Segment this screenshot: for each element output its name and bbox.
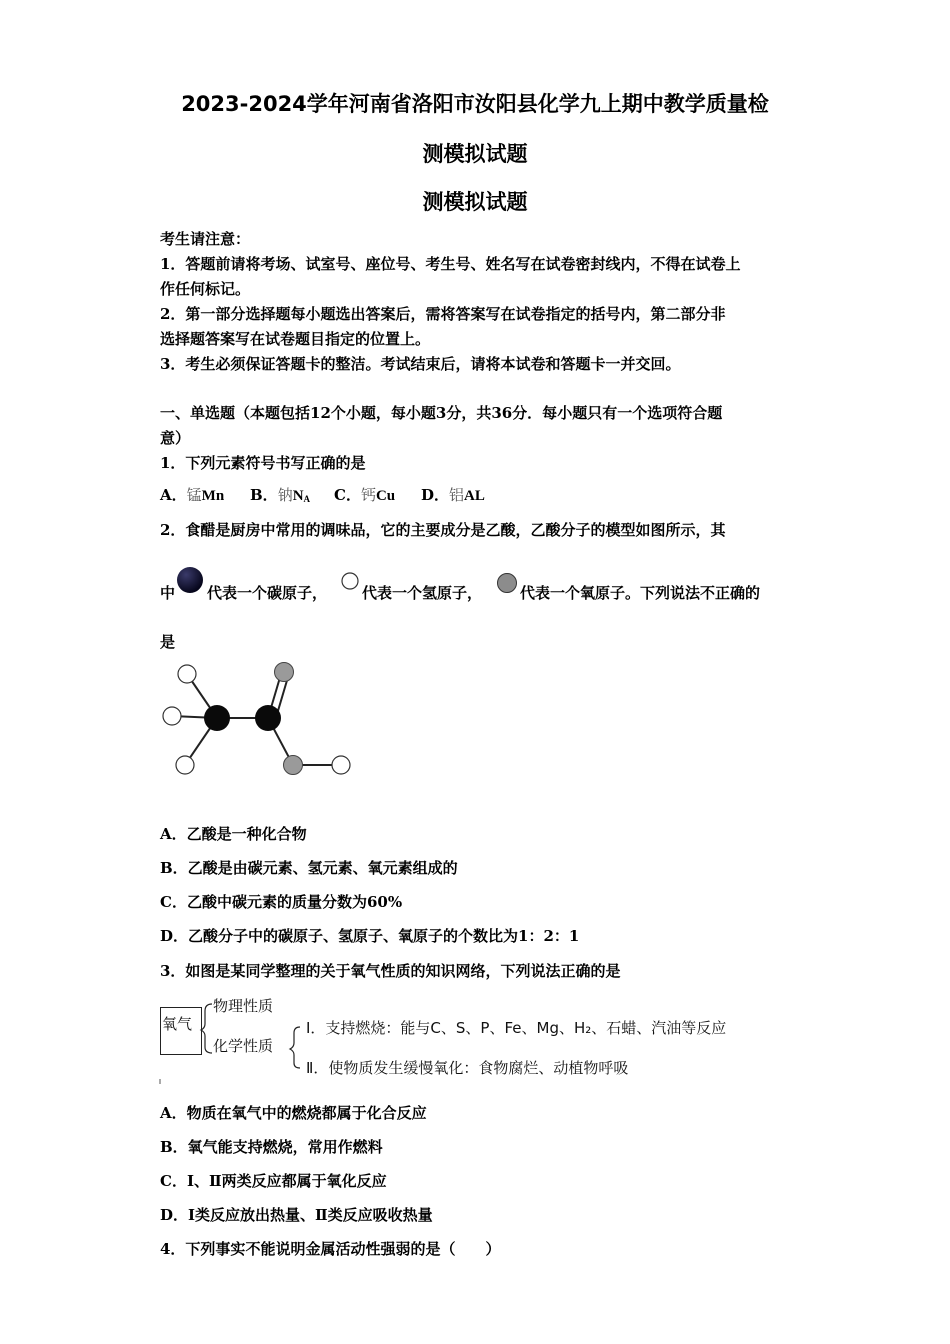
q2-stem: 2．食醋是厨房中常用的调味品，它的主要成分是乙酸，乙酸分子的模型如图所示，其 [160,521,726,539]
notice-line: 3．考生必须保证答题卡的整洁。考试结束后，请将本试卷和答题卡一并交回。 [160,355,681,373]
hydrogen-atom [332,756,350,774]
q3-option-d: D．Ⅰ类反应放出热量、Ⅱ类反应吸收热量 [160,1206,433,1224]
q2-legend-oxygen: 代表一个氧原子。下列说法不正确的 [520,584,761,602]
notice-line: 选择题答案写在试卷题目指定的位置上。 [160,330,431,348]
section-heading-cont: 意） [160,429,191,447]
q1-stem: 1．下列元素符号书写正确的是 [160,454,366,472]
physical-property-label: 物理性质 [213,997,274,1015]
q2-legend-carbon: 代表一个碳原子， [207,584,328,602]
q1-option-b: B．钠$N_A$ [250,486,311,504]
hydrogen-atom [176,756,194,774]
carbon-atom-icon [175,565,205,595]
q3-option-c: C．Ⅰ、Ⅱ两类反应都属于氧化反应 [160,1172,387,1190]
q2-legend-prefix: 中 [160,584,176,602]
hydrogen-atom [163,707,181,725]
carbon-atom [204,705,230,731]
branch-slow-oxidation: Ⅱ．使物质发生缓慢氧化：食物腐烂、动植物呼吸 [306,1059,629,1077]
doc-title-line3: 测模拟试题 [422,190,528,214]
q2-stem-end: 是 [160,633,176,651]
carbon-atom [255,705,281,731]
acetic-acid-molecule-diagram [155,655,365,785]
q1-option-d: D．铝AL [421,486,485,504]
q2-option-b: B．乙酸是由碳元素、氢元素、氧元素组成的 [160,859,458,877]
q1-option-c: C．钙Cu [334,486,396,504]
oxygen-atom-icon [496,572,518,594]
doc-title-line1: 2023-2024学年河南省洛阳市汝阳县化学九上期中教学质量检 [181,92,769,116]
oxygen-atom [284,756,303,775]
q4-stem: 4．下列事实不能说明金属活动性强弱的是（ ） [160,1240,501,1258]
notice-line: 作任何标记。 [160,280,251,298]
q2-legend-hydrogen: 代表一个氢原子， [362,584,483,602]
q3-option-b: B．氧气能支持燃烧，常用作燃料 [160,1138,383,1156]
branch-combustion: Ⅰ．支持燃烧：能与C、S、P、Fe、Mg、H₂、石蜡、汽油等反应 [306,1019,727,1037]
q1-option-a: A．锰Mn [160,486,225,504]
hydrogen-atom [178,665,196,683]
chemical-property-label: 化学性质 [213,1037,274,1055]
q2-option-d: D．乙酸分子中的碳原子、氢原子、氧原子的个数比为1：2：1 [160,927,580,945]
oxygen-knowledge-map [158,995,798,1085]
root-label: 氧气 [162,1015,193,1033]
section-heading: 一、单选题（本题包括12个小题，每小题3分，共36分．每小题只有一个选项符合题 [160,404,723,422]
q3-option-a: A．物质在氧气中的燃烧都属于化合反应 [160,1104,427,1122]
q2-option-a: A．乙酸是一种化合物 [160,825,307,843]
notice-heading: 考生请注意： [160,230,251,248]
notice-line: 2．第一部分选择题每小题选出答案后，需将答案写在试卷指定的括号内，第二部分非 [160,305,726,323]
map-brackets [158,995,798,1085]
hydrogen-atom-icon [340,571,360,591]
oxygen-atom [275,663,294,682]
q2-option-c: C．乙酸中碳元素的质量分数为60% [160,893,403,911]
q3-stem: 3．如图是某同学整理的关于氧气性质的知识网络，下列说法正确的是 [160,962,621,980]
doc-title-line2: 测模拟试题 [422,142,528,166]
notice-line: 1．答题前请将考场、试室号、座位号、考生号、姓名写在试卷密封线内，不得在试卷上 [160,255,741,273]
